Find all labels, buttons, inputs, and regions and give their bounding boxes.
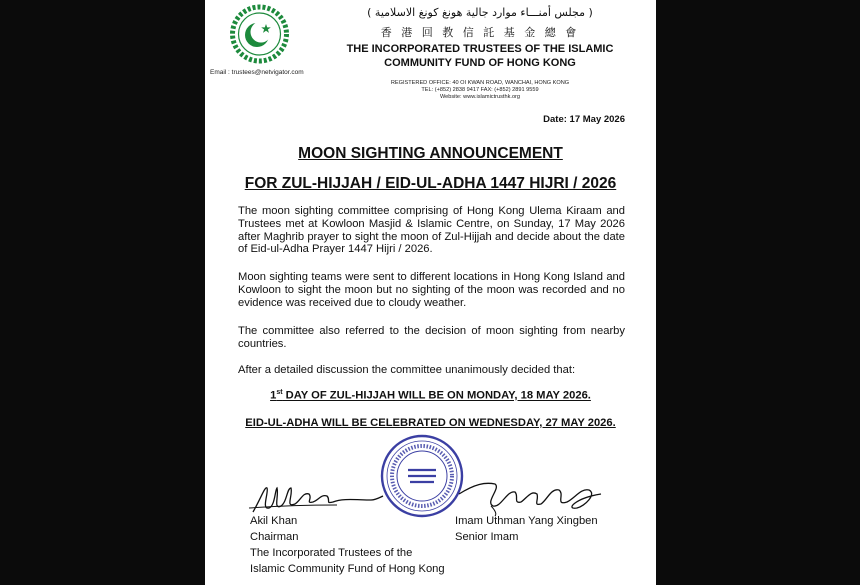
chairman-signature (247, 478, 387, 518)
imam-signature (455, 476, 605, 518)
chairman-org-line1: The Incorporated Trustees of the (250, 547, 413, 559)
chairman-signature-block (250, 513, 445, 577)
address-block (310, 80, 650, 102)
chinese-org-name: 香 港 回 教 信 託 基 金 總 會 (380, 26, 580, 39)
declaration-first-day-text: DAY OF ZUL-HIJJAH WILL BE ON MONDAY, 18 MAY 2026. (282, 389, 591, 402)
paragraph-committee: The moon sighting committee comprising of Hong Kong Ulema Kiraam and Trustees met at Kowloon Masjid & Islamic Centre, on Sunday, 17 May 2026 after Maghrib prayer to sight the moon of Zul-Hijjah and decide about the date of Eid-ul-Adha Prayer 1447 Hijri / 2026. (238, 205, 625, 256)
imam-name: Imam Uthman Yang Xingben (455, 515, 598, 527)
crescent-star-logo (228, 4, 291, 64)
website: Website: www.islamictrusthk.org (439, 94, 521, 101)
paragraph-sighting-teams: Moon sighting teams were sent to different locations in Hong Kong Island and Kowloon to sight the moon but no sighting of the moon was recorded and no evidence was received due to cloudy weather. (238, 271, 625, 309)
announcement-subtitle: FOR ZUL-HIJJAH / EID-UL-ADHA 1447 HIJRI / 2026 (244, 175, 617, 192)
declaration-day-number: 1 (270, 389, 277, 402)
organization-seal (380, 434, 464, 518)
imam-title: Senior Imam (455, 531, 519, 543)
org-name-line1: THE INCORPORATED TRUSTEES OF THE ISLAMIC (346, 43, 614, 55)
document-date: Date: 17 May 2026 (543, 114, 625, 125)
announcement-title: MOON SIGHTING ANNOUNCEMENT (298, 145, 563, 162)
registered-office: REGISTERED OFFICE: 40 OI KWAN ROAD, WANCHAI, HONG KONG (390, 80, 570, 86)
declaration-day-suffix: st (276, 389, 283, 396)
chairman-name: Akil Khan (250, 515, 298, 527)
org-name-line2: COMMUNITY FUND OF HONG KONG (384, 57, 576, 69)
paragraph-decision-intro: After a detailed discussion the committee unanimously decided that: (238, 364, 576, 376)
imam-signature-block (455, 513, 598, 545)
arabic-org-name: ( مجلس أمنـــاء موارد جالية هونغ كونغ الاسلامية ) (367, 6, 593, 19)
chairman-title: Chairman (250, 531, 299, 543)
announcement-document (205, 0, 656, 585)
declaration-eid-date: EID-UL-ADHA WILL BE CELEBRATED ON WEDNESDAY, 27 MAY 2026. (245, 417, 616, 429)
declaration-first-day (205, 389, 656, 402)
chairman-org-line2: Islamic Community Fund of Hong Kong (250, 563, 445, 575)
phone-fax: TEL: (+852) 2838 9417 FAX: (+852) 2891 9559 (421, 87, 539, 94)
email-address: Email : trustees@netvigator.com (210, 69, 304, 76)
paragraph-nearby-countries: The committee also referred to the decision of moon sighting from nearby countries. (238, 325, 625, 350)
